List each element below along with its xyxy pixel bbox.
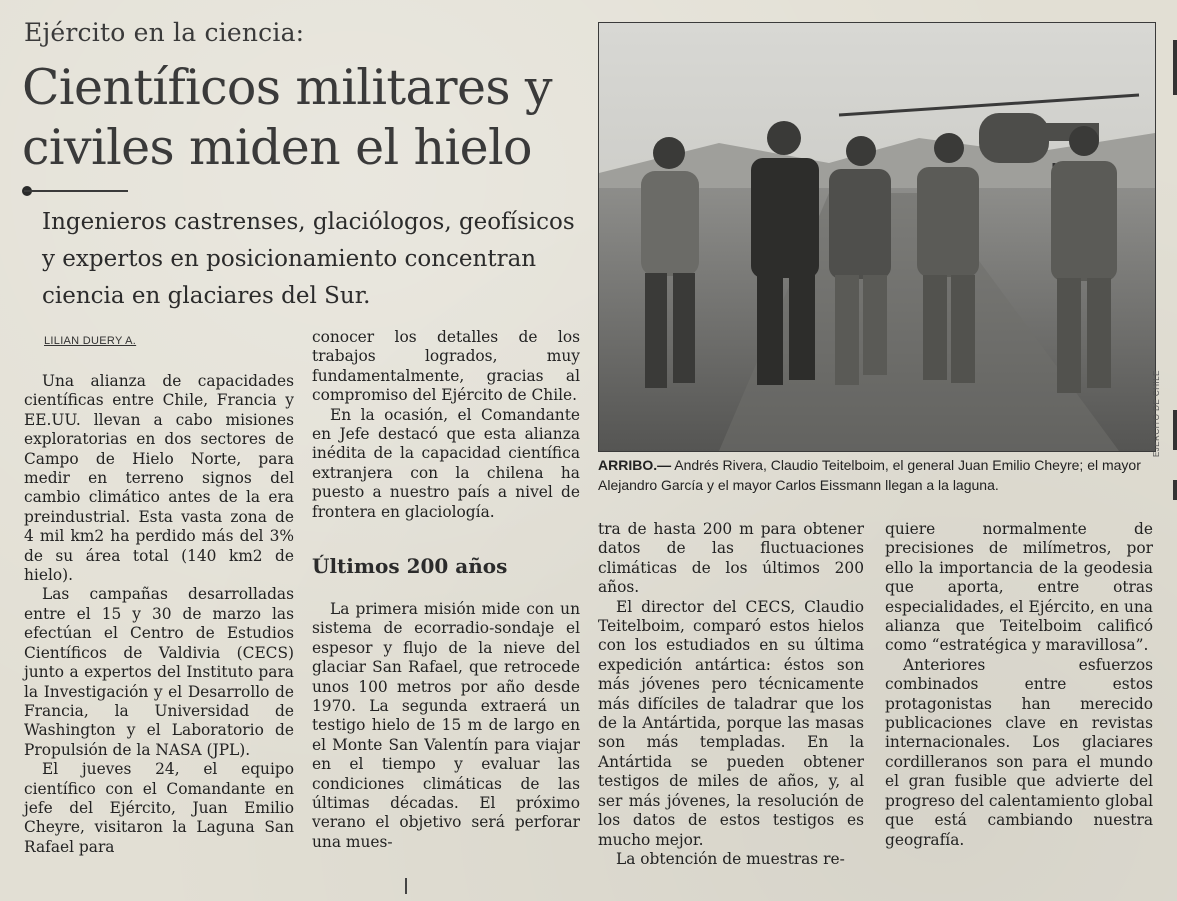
paragraph: Las campañas desarrolladas entre el 15 y 30 de marzo las efectúan el Centro de Estudios Científicos de Valdivia (CECS) junto a expertos del Instituto para la Investigación y el Desarrollo de Francia, la Universidad de Washington y el Laboratorio de Propulsión de la NASA (JPL). <box>24 585 294 759</box>
paragraph: Anteriores esfuerzos combinados entre estos protagonistas han merecido publicaciones clave en revistas internacionales. Los glaciares cordilleranos son para el mundo el gran fusible que advierte del progreso del calentamiento global que está cambiando nuestra geografía. <box>885 655 1153 849</box>
photo-caption <box>598 455 1158 495</box>
paragraph: La primera misión mide con un sistema de ecorradio-sondaje el espesor y flujo de la nieve del glaciar San Rafael, que retrocede unos 100 metros por año desde 1970. La segunda extraerá un testigo hielo de 15 m de largo en el Monte San Valentín para viajar en el tiempo y evaluar las condiciones climáticas de las últimas décadas. El próximo verano el objetivo será perforar una mues- <box>312 600 580 851</box>
section-title: Últimos 200 años <box>312 554 508 578</box>
headline-rule <box>24 190 128 192</box>
fold-mark <box>405 878 407 894</box>
page-edge-mark <box>1173 40 1177 95</box>
paragraph: quiere normalmente de precisiones de milímetros, por ello la importancia de la geodesia que aporta, entre otras especialidades, el Ejército, en una alianza que Teitelboim calificó como “estratégica y maravillosa”. <box>885 520 1153 655</box>
paragraph: conocer los detalles de los trabajos logrados, muy fundamentalmente, gracias al compromiso del Ejército de Chile. <box>312 328 580 405</box>
paragraph: El jueves 24, el equipo científico con el Comandante en jefe del Ejército, Juan Emilio Cheyre, visitaron la Laguna San Rafael para <box>24 760 294 856</box>
article-kicker: Ejército en la ciencia: <box>24 18 305 47</box>
column-2 <box>312 328 580 522</box>
page-edge-mark <box>1173 410 1177 450</box>
caption-text: Andrés Rivera, Claudio Teitelboim, el general Juan Emilio Cheyre; el mayor Alejandro García y el mayor Carlos Eissmann llegan a la laguna. <box>598 457 1141 493</box>
column-4 <box>885 520 1153 850</box>
paragraph: tra de hasta 200 m para obtener datos de las fluctuaciones climáticas de los últimos 200 años. <box>598 520 864 597</box>
paragraph: El director del CECS, Claudio Teitelboim, comparó estos hielos con los estudiados en su última expedición antártica: éstos son más jóvenes pero técnicamente más difíciles de taladrar que los de la Antártida, porque las masas son más templadas. En la Antártida se pueden obtener testigos de miles de años, y, al ser más jóvenes, la resolución de los datos de estos testigos es mucho mejor. <box>598 597 864 849</box>
byline: LILIAN DUERY A. <box>44 335 137 347</box>
paragraph: En la ocasión, el Comandante en Jefe destacó que esta alianza inédita de la capacidad científica extranjera con la chilena ha puesto a nuestro país a nivel de frontera en glaciología. <box>312 405 580 521</box>
photo-illustration <box>599 23 1155 451</box>
caption-lead: ARRIBO.— <box>598 457 672 473</box>
column-2-continued <box>312 600 580 852</box>
paragraph: Una alianza de capacidades científicas entre Chile, Francia y EE.UU. llevan a cabo misiones exploratorias en dos sectores de Campo de Hielo Norte, para medir en terreno signos del cambio climático antes de la era preindustrial. Esta vasta zona de 4 mil km2 ha perdido más del 3% de su área total (140 km2 de hielo). <box>24 372 294 585</box>
article-subhead: Ingenieros castrenses, glaciólogos, geofísicos y expertos en posicionamiento concentran ciencia en glaciares del Sur. <box>42 209 575 309</box>
photo-credit: EJÉRCITO DE CHILE <box>1152 370 1161 458</box>
news-photo <box>598 22 1156 452</box>
page-edge-mark <box>1173 480 1177 500</box>
paragraph: La obtención de muestras re- <box>616 849 845 868</box>
column-3 <box>598 520 864 869</box>
article-headline: Científicos militares y civiles miden el hielo <box>22 59 552 176</box>
column-1 <box>24 372 294 857</box>
